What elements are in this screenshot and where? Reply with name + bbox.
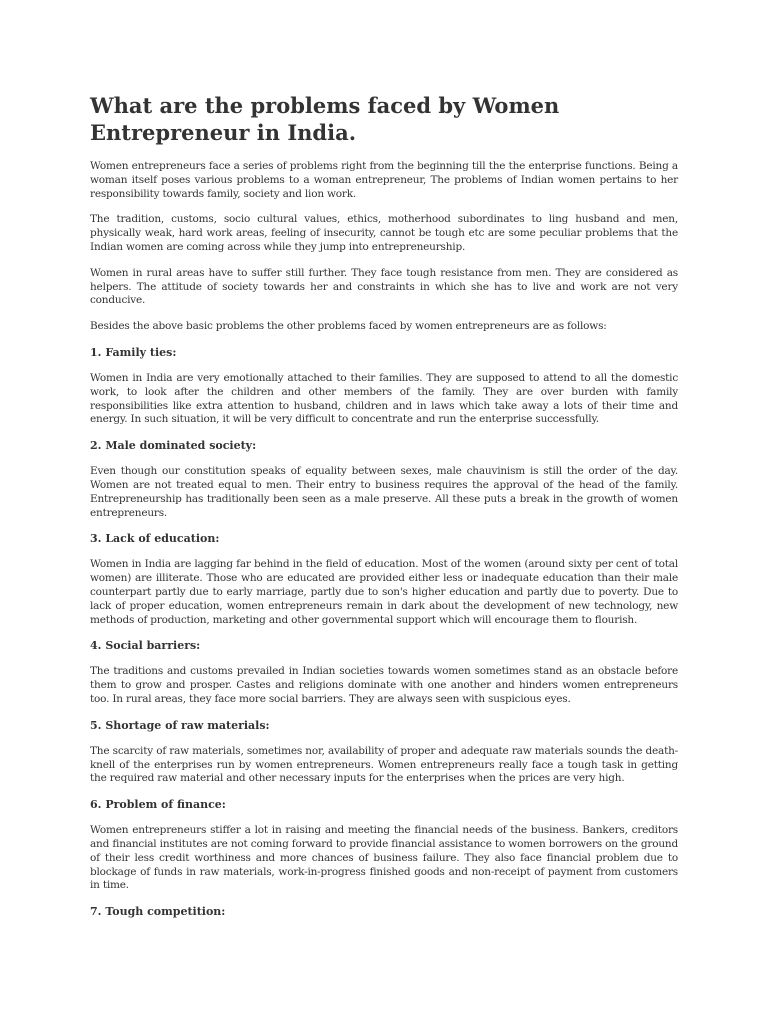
intro-paragraph: Women in rural areas have to suffer still further. They face tough resistance from men. They are considered as helpers. The attitude of society towards her and constraints in which she has to live and work are not very conducive. — [90, 266, 678, 307]
section-body-lack-of-education: Women in India are lagging far behind in the field of education. Most of the women (around sixty per cent of total women) are illiterate. Those who are educated are provided either less or inadequate education than their male counterpart partly due to early marriage, partly due to son's higher education and partly due to poverty. Due to lack of proper education, women entrepreneurs remain in dark about the development of new technology, new methods of production, marketing and other governmental support which will encourage them to flourish. — [90, 558, 678, 626]
intro-paragraph: Besides the above basic problems the other problems faced by women entrepreneurs are as follows: — [90, 320, 607, 333]
section-heading-tough-competition: 7. Tough competition: — [90, 905, 226, 919]
section-heading-family-ties: 1. Family ties: — [90, 345, 177, 359]
page-title: What are the problems faced by Women Entrepreneur in India. — [90, 93, 560, 145]
section-heading-lack-of-education: 3. Lack of education: — [90, 532, 220, 546]
intro-paragraph: Women entrepreneurs face a series of problems right from the beginning till the the enterprise functions. Being a woman itself poses various problems to a woman entrepreneur, The problems of Indian women pertains to her responsibility towards family, society and lion work. — [90, 160, 678, 200]
section-heading-social-barriers: 4. Social barriers: — [90, 639, 201, 653]
section-body-family-ties: Women in India are very emotionally attached to their families. They are supposed to attend to all the domestic work, to look after the children and other members of the family. They are over burden with family responsibilities like extra attention to husband, children and in laws which take away a lots of their time and energy. In such situation, it will be very difficult to concentrate and run the enterprise successfully. — [90, 371, 678, 426]
section-heading-problem-of-finance: 6. Problem of finance: — [90, 798, 226, 812]
intro-paragraph: The tradition, customs, socio cultural values, ethics, motherhood subordinates to ling husband and men, physically weak, hard work areas, feeling of insecurity, cannot be tough etc are some peculiar problems that the Indian women are coming across while they jump into entrepreneurship. — [90, 213, 678, 253]
section-body-male-dominated-society: Even though our constitution speaks of equality between sexes, male chauvinism is still the order of the day. Women are not treated equal to men. Their entry to business requires the approval of the head of the family. Entrepreneurship has traditionally been seen as a male preserve. All these puts a break in the growth of women entrepreneurs. — [90, 465, 678, 519]
section-body-shortage-of-raw-materials: The scarcity of raw materials, sometimes nor, availability of proper and adequate raw materials sounds the death-knell of the enterprises run by women entrepreneurs. Women entrepreneurs really face a tough task in getting the required raw material and other necessary inputs for the enterprises when the prices are very high. — [90, 744, 678, 785]
section-body-problem-of-finance: Women entrepreneurs stiffer a lot in raising and meeting the financial needs of the business. Bankers, creditors and financial institutes are not coming forward to provide financial assistance to women borrowers on the ground of their less credit worthiness and more chances of business failure. They also face financial problem due to blockage of funds in raw materials, work-in-progress finished goods and non-receipt of payment from customers in time. — [90, 824, 678, 892]
section-heading-shortage-of-raw-materials: 5. Shortage of raw materials: — [90, 718, 270, 732]
section-body-social-barriers: The traditions and customs prevailed in Indian societies towards women sometimes stand as an obstacle before them to grow and prosper. Castes and religions dominate with one another and hinders women entrepreneurs too. In rural areas, they face more social barriers. They are always seen with suspicious eyes. — [90, 665, 678, 705]
section-heading-male-dominated-society: 2. Male dominated society: — [90, 439, 257, 453]
document-page — [90, 92, 678, 931]
